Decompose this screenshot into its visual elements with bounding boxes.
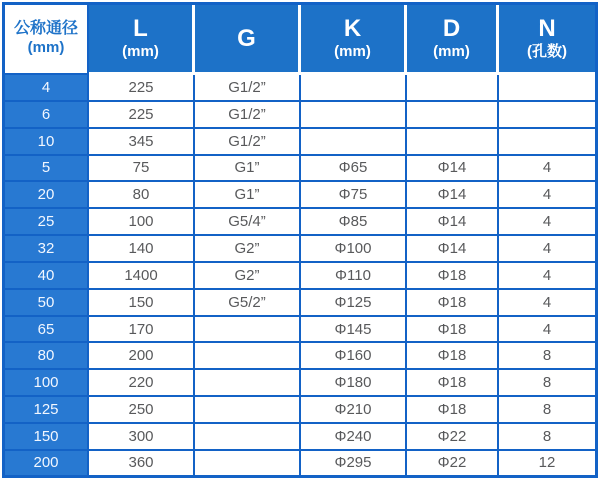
- value-cell: [195, 370, 301, 397]
- value-cell: 4: [499, 263, 595, 290]
- column-header-G: [195, 5, 301, 75]
- value-cell: Φ14: [407, 182, 499, 209]
- value-cell: [499, 75, 595, 102]
- value-cell: 140: [89, 236, 195, 263]
- dimension-spec-table: [2, 2, 598, 478]
- value-cell: G5/2”: [195, 290, 301, 317]
- value-cell: [195, 451, 301, 475]
- value-cell: 200: [89, 343, 195, 370]
- table-body: [5, 75, 595, 475]
- table-row: [5, 397, 595, 424]
- table-row: [5, 236, 595, 263]
- row-label-cell: 125: [5, 397, 89, 424]
- value-cell: 345: [89, 129, 195, 156]
- value-cell: Φ85: [301, 209, 407, 236]
- table-row: [5, 75, 595, 102]
- value-cell: G1”: [195, 182, 301, 209]
- row-label-cell: 40: [5, 263, 89, 290]
- value-cell: [195, 317, 301, 344]
- column-header-unit: (mm): [433, 42, 470, 60]
- table-row: [5, 129, 595, 156]
- value-cell: 250: [89, 397, 195, 424]
- column-header-K: [301, 5, 407, 75]
- value-cell: Φ180: [301, 370, 407, 397]
- value-cell: 225: [89, 102, 195, 129]
- value-cell: 80: [89, 182, 195, 209]
- value-cell: 75: [89, 156, 195, 183]
- value-cell: 12: [538, 454, 556, 472]
- row-label-cell: 200: [5, 451, 89, 475]
- column-header-unit: (mm): [27, 38, 65, 56]
- value-cell: Φ110: [301, 263, 407, 290]
- table-row: [5, 156, 595, 183]
- column-header-title: G: [237, 24, 256, 52]
- value-cell: Φ18: [407, 370, 499, 397]
- value-cell: [407, 129, 499, 156]
- value-cell: Φ18: [407, 397, 499, 424]
- column-header-title: K: [343, 15, 362, 43]
- column-header-N: [499, 5, 595, 75]
- value-cell: 8: [499, 397, 595, 424]
- value-cell: [499, 102, 595, 129]
- column-header-D: [407, 5, 499, 75]
- value-cell: 220: [89, 370, 195, 397]
- value-cell: 100: [89, 209, 195, 236]
- table-row: [5, 209, 595, 236]
- value-cell: [407, 102, 499, 129]
- column-header-title: L: [133, 15, 148, 43]
- value-cell: G1/2”: [195, 129, 301, 156]
- value-cell: 8: [499, 343, 595, 370]
- column-header-unit: (mm): [334, 42, 371, 60]
- value-cell: 4: [499, 317, 595, 344]
- header-row: [5, 5, 595, 75]
- value-cell: Φ14: [407, 236, 499, 263]
- value-cell: 360: [89, 451, 195, 475]
- row-label-cell: 65: [5, 317, 89, 344]
- table-row: [5, 290, 595, 317]
- row-label-cell: 32: [5, 236, 89, 263]
- value-cell: 225: [89, 75, 195, 102]
- value-cell: [301, 102, 407, 129]
- value-cell: 4: [499, 182, 595, 209]
- value-cell: G2”: [195, 263, 301, 290]
- table-row: [5, 263, 595, 290]
- row-label-cell: 50: [5, 290, 89, 317]
- table-row: [5, 424, 595, 451]
- table-row: [5, 370, 595, 397]
- value-cell: Φ18: [407, 263, 499, 290]
- value-cell: 4: [499, 209, 595, 236]
- value-cell: G1/2”: [195, 102, 301, 129]
- value-cell: 8: [499, 424, 595, 451]
- value-cell: [301, 129, 407, 156]
- value-cell: 4: [499, 156, 595, 183]
- value-cell: Φ125: [301, 290, 407, 317]
- value-cell: Φ18: [407, 317, 499, 344]
- value-cell: 1400: [89, 263, 195, 290]
- value-cell: [195, 343, 301, 370]
- value-cell: G1/2”: [195, 75, 301, 102]
- value-cell: Φ160: [301, 343, 407, 370]
- value-cell: [195, 424, 301, 451]
- column-header-title: D: [442, 15, 461, 43]
- row-label-cell: 25: [5, 209, 89, 236]
- row-label-cell: 4: [5, 75, 89, 102]
- value-cell: 300: [89, 424, 195, 451]
- value-cell: [499, 129, 595, 156]
- row-label-cell: 150: [5, 424, 89, 451]
- value-cell: Φ18: [407, 343, 499, 370]
- row-label-cell: 5: [5, 156, 89, 183]
- value-cell: [407, 75, 499, 102]
- table-row: [5, 102, 595, 129]
- row-label-cell: 100: [5, 370, 89, 397]
- value-cell: [195, 397, 301, 424]
- value-cell: 8: [499, 370, 595, 397]
- value-cell: Φ18: [407, 290, 499, 317]
- row-label-cell: 80: [5, 343, 89, 370]
- value-cell: 170: [89, 317, 195, 344]
- value-cell: Φ65: [301, 156, 407, 183]
- column-header-nominal-diameter: [5, 5, 89, 75]
- value-cell: Φ145: [301, 317, 407, 344]
- column-header-title: 公称通径: [13, 20, 78, 38]
- table-row: [5, 317, 595, 344]
- value-cell: Φ75: [301, 182, 407, 209]
- value-cell: Φ14: [407, 156, 499, 183]
- value-cell: G2”: [195, 236, 301, 263]
- table-row: [5, 451, 595, 475]
- value-cell: Φ240: [301, 424, 407, 451]
- column-header-L: [89, 5, 195, 75]
- value-cell: Φ295: [301, 451, 407, 475]
- row-label-cell: 10: [5, 129, 89, 156]
- value-cell: [301, 75, 407, 102]
- table-row: [5, 343, 595, 370]
- value-cell: Φ22: [407, 424, 499, 451]
- column-header-unit: (孔数): [527, 42, 567, 60]
- column-header-title: N: [538, 15, 556, 43]
- table-row: [5, 182, 595, 209]
- value-cell: Φ100: [301, 236, 407, 263]
- value-cell: G1”: [195, 156, 301, 183]
- column-header-unit: (mm): [122, 42, 159, 60]
- value-cell: Φ22: [407, 451, 499, 475]
- value-cell: 4: [499, 290, 595, 317]
- row-label-cell: 20: [5, 182, 89, 209]
- row-label-cell: 6: [5, 102, 89, 129]
- value-cell: G5/4”: [195, 209, 301, 236]
- value-cell: Φ210: [301, 397, 407, 424]
- value-cell: Φ14: [407, 209, 499, 236]
- value-cell: 4: [499, 236, 595, 263]
- value-cell: 150: [89, 290, 195, 317]
